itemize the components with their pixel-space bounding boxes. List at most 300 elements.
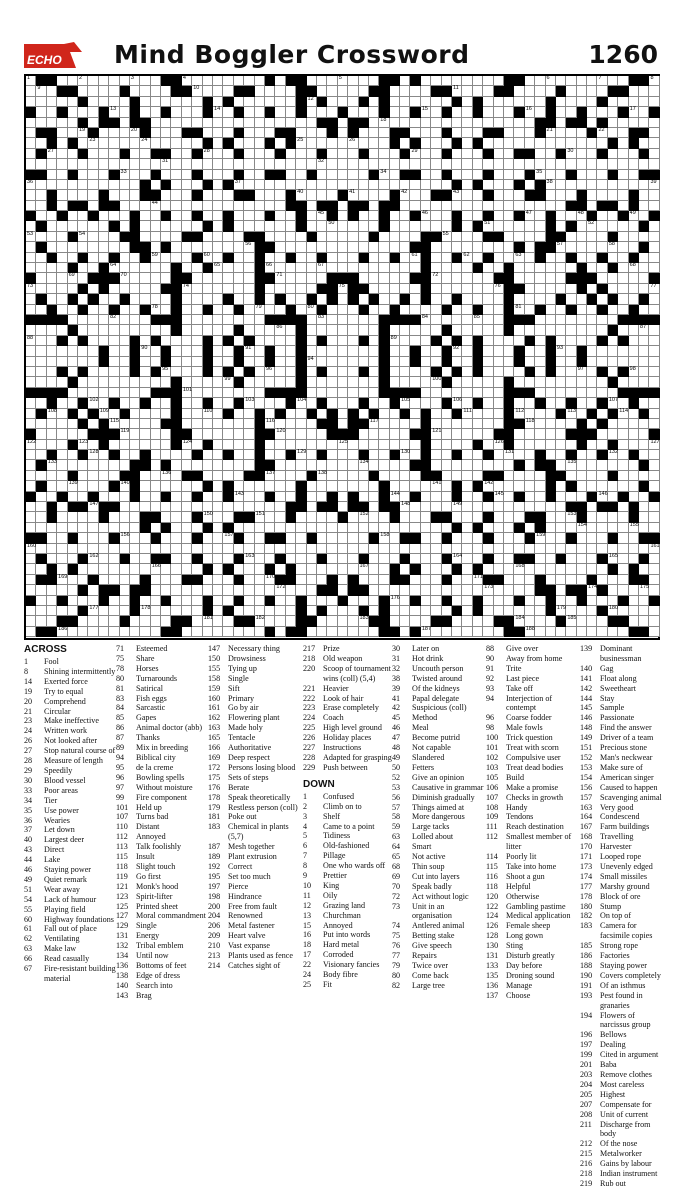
grid-cell[interactable] [421,377,431,387]
grid-cell[interactable] [171,596,181,606]
grid-cell[interactable] [421,533,431,543]
grid-cell[interactable] [483,377,493,387]
grid-cell[interactable] [244,502,254,512]
grid-cell[interactable] [546,554,556,564]
grid-cell[interactable] [78,377,88,387]
grid-cell[interactable] [57,253,67,263]
grid-cell[interactable] [213,294,223,304]
grid-cell[interactable] [213,606,223,616]
grid-cell[interactable] [36,377,46,387]
grid-cell[interactable] [109,190,119,200]
grid-cell[interactable] [78,481,88,491]
grid-cell[interactable] [317,170,327,180]
grid-cell[interactable] [566,492,576,502]
grid-cell[interactable] [348,627,358,637]
grid-cell[interactable] [203,575,213,585]
grid-cell[interactable] [546,159,556,169]
grid-cell[interactable] [618,263,628,273]
grid-cell[interactable] [421,606,431,616]
grid-cell[interactable] [182,253,192,263]
grid-cell[interactable] [535,201,545,211]
grid-cell[interactable] [338,544,348,554]
grid-cell[interactable] [525,76,535,86]
grid-cell[interactable] [369,429,379,439]
grid-cell[interactable] [597,107,607,117]
grid-cell[interactable] [78,273,88,283]
grid-cell[interactable] [577,294,587,304]
grid-cell[interactable] [369,190,379,200]
grid-cell[interactable] [400,627,410,637]
grid-cell[interactable] [494,377,504,387]
grid-cell[interactable] [390,242,400,252]
grid-cell[interactable] [265,263,275,273]
grid-cell[interactable] [514,367,524,377]
grid-cell[interactable] [234,471,244,481]
grid-cell[interactable] [161,263,171,273]
grid-cell[interactable] [566,544,576,554]
grid-cell[interactable] [390,554,400,564]
grid-cell[interactable] [68,460,78,470]
grid-cell[interactable] [359,170,369,180]
grid-cell[interactable] [629,481,639,491]
grid-cell[interactable] [452,128,462,138]
grid-cell[interactable] [286,616,296,626]
grid-cell[interactable] [535,170,545,180]
grid-cell[interactable] [566,242,576,252]
grid-cell[interactable] [452,170,462,180]
grid-cell[interactable] [78,512,88,522]
grid-cell[interactable] [275,305,285,315]
grid-cell[interactable] [275,616,285,626]
grid-cell[interactable] [400,471,410,481]
grid-cell[interactable] [577,149,587,159]
grid-cell[interactable] [47,221,57,231]
grid-cell[interactable] [255,564,265,574]
grid-cell[interactable] [36,97,46,107]
grid-cell[interactable] [379,170,389,180]
grid-cell[interactable] [618,471,628,481]
grid-cell[interactable] [525,107,535,117]
grid-cell[interactable] [57,585,67,595]
grid-cell[interactable] [88,97,98,107]
grid-cell[interactable] [182,564,192,574]
grid-cell[interactable] [483,86,493,96]
grid-cell[interactable] [192,325,202,335]
grid-cell[interactable] [307,398,317,408]
grid-cell[interactable] [120,512,130,522]
grid-cell[interactable] [255,221,265,231]
grid-cell[interactable] [587,315,597,325]
grid-cell[interactable] [120,76,130,86]
grid-cell[interactable] [265,544,275,554]
grid-cell[interactable] [275,367,285,377]
grid-cell[interactable] [255,159,265,169]
grid-cell[interactable] [286,554,296,564]
grid-cell[interactable] [400,346,410,356]
grid-cell[interactable] [327,533,337,543]
grid-cell[interactable] [618,190,628,200]
grid-cell[interactable] [546,398,556,408]
grid-cell[interactable] [608,242,618,252]
grid-cell[interactable] [78,544,88,554]
grid-cell[interactable] [379,429,389,439]
grid-cell[interactable] [213,377,223,387]
grid-cell[interactable] [546,512,556,522]
grid-cell[interactable] [649,585,659,595]
grid-cell[interactable] [265,367,275,377]
grid-cell[interactable] [462,627,472,637]
grid-cell[interactable] [296,533,306,543]
grid-cell[interactable] [140,273,150,283]
grid-cell[interactable] [307,585,317,595]
grid-cell[interactable] [525,305,535,315]
grid-cell[interactable] [317,159,327,169]
grid-cell[interactable] [546,86,556,96]
grid-cell[interactable] [390,180,400,190]
grid-cell[interactable] [452,616,462,626]
grid-cell[interactable] [421,357,431,367]
grid-cell[interactable] [36,357,46,367]
grid-cell[interactable] [286,107,296,117]
grid-cell[interactable] [161,221,171,231]
grid-cell[interactable] [629,554,639,564]
grid-cell[interactable] [88,86,98,96]
grid-cell[interactable] [359,616,369,626]
grid-cell[interactable] [68,273,78,283]
grid-cell[interactable] [494,242,504,252]
grid-cell[interactable] [78,86,88,96]
grid-cell[interactable] [213,502,223,512]
grid-cell[interactable] [171,170,181,180]
grid-cell[interactable] [161,440,171,450]
grid-cell[interactable] [546,533,556,543]
grid-cell[interactable] [556,159,566,169]
grid-cell[interactable] [462,585,472,595]
grid-cell[interactable] [223,471,233,481]
grid-cell[interactable] [68,190,78,200]
grid-cell[interactable] [442,315,452,325]
grid-cell[interactable] [400,242,410,252]
grid-cell[interactable] [120,190,130,200]
grid-cell[interactable] [369,107,379,117]
grid-cell[interactable] [608,492,618,502]
grid-cell[interactable] [213,138,223,148]
grid-cell[interactable] [629,273,639,283]
grid-cell[interactable] [649,336,659,346]
grid-cell[interactable] [452,159,462,169]
grid-cell[interactable] [587,232,597,242]
grid-cell[interactable] [161,367,171,377]
grid-cell[interactable] [369,97,379,107]
grid-cell[interactable] [473,190,483,200]
grid-cell[interactable] [535,273,545,283]
grid-cell[interactable] [78,471,88,481]
grid-cell[interactable] [296,190,306,200]
grid-cell[interactable] [359,409,369,419]
grid-cell[interactable] [307,575,317,585]
grid-cell[interactable] [462,159,472,169]
grid-cell[interactable] [629,170,639,180]
grid-cell[interactable] [359,357,369,367]
grid-cell[interactable] [286,585,296,595]
grid-cell[interactable] [597,315,607,325]
grid-cell[interactable] [566,284,576,294]
grid-cell[interactable] [161,128,171,138]
grid-cell[interactable] [514,159,524,169]
grid-cell[interactable] [26,180,36,190]
grid-cell[interactable] [639,419,649,429]
grid-cell[interactable] [265,440,275,450]
grid-cell[interactable] [88,377,98,387]
grid-cell[interactable] [88,118,98,128]
grid-cell[interactable] [546,76,556,86]
grid-cell[interactable] [379,440,389,450]
grid-cell[interactable] [57,118,67,128]
grid-cell[interactable] [442,523,452,533]
grid-cell[interactable] [546,440,556,450]
grid-cell[interactable] [47,585,57,595]
grid-cell[interactable] [234,221,244,231]
grid-cell[interactable] [587,512,597,522]
grid-cell[interactable] [462,86,472,96]
grid-cell[interactable] [182,585,192,595]
grid-cell[interactable] [99,149,109,159]
grid-cell[interactable] [140,232,150,242]
grid-cell[interactable] [618,305,628,315]
grid-cell[interactable] [649,305,659,315]
grid-cell[interactable] [431,481,441,491]
grid-cell[interactable] [348,315,358,325]
grid-cell[interactable] [47,460,57,470]
grid-cell[interactable] [462,575,472,585]
grid-cell[interactable] [296,450,306,460]
grid-cell[interactable] [151,492,161,502]
grid-cell[interactable] [546,627,556,637]
grid-cell[interactable] [390,159,400,169]
grid-cell[interactable] [265,377,275,387]
grid-cell[interactable] [525,377,535,387]
grid-cell[interactable] [130,325,140,335]
grid-cell[interactable] [556,377,566,387]
grid-cell[interactable] [327,242,337,252]
grid-cell[interactable] [525,502,535,512]
grid-cell[interactable] [109,512,119,522]
grid-cell[interactable] [192,263,202,273]
grid-cell[interactable] [504,159,514,169]
grid-cell[interactable] [130,502,140,512]
grid-cell[interactable] [317,232,327,242]
grid-cell[interactable] [36,284,46,294]
grid-cell[interactable] [473,170,483,180]
grid-cell[interactable] [36,450,46,460]
grid-cell[interactable] [171,97,181,107]
grid-cell[interactable] [68,512,78,522]
grid-cell[interactable] [286,325,296,335]
grid-cell[interactable] [286,440,296,450]
grid-cell[interactable] [452,419,462,429]
grid-cell[interactable] [421,149,431,159]
grid-cell[interactable] [26,118,36,128]
grid-cell[interactable] [26,357,36,367]
grid-cell[interactable] [213,533,223,543]
grid-cell[interactable] [161,170,171,180]
grid-cell[interactable] [171,180,181,190]
grid-cell[interactable] [223,419,233,429]
grid-cell[interactable] [639,616,649,626]
grid-cell[interactable] [130,575,140,585]
grid-cell[interactable] [338,138,348,148]
grid-cell[interactable] [151,118,161,128]
grid-cell[interactable] [213,107,223,117]
grid-cell[interactable] [275,242,285,252]
grid-cell[interactable] [494,159,504,169]
grid-cell[interactable] [639,450,649,460]
grid-cell[interactable] [88,502,98,512]
grid-cell[interactable] [327,377,337,387]
grid-cell[interactable] [400,377,410,387]
grid-cell[interactable] [348,305,358,315]
grid-cell[interactable] [566,564,576,574]
grid-cell[interactable] [338,440,348,450]
grid-cell[interactable] [535,325,545,335]
grid-cell[interactable] [109,263,119,273]
grid-cell[interactable] [286,492,296,502]
grid-cell[interactable] [255,76,265,86]
grid-cell[interactable] [338,616,348,626]
grid-cell[interactable] [317,273,327,283]
grid-cell[interactable] [68,388,78,398]
grid-cell[interactable] [47,377,57,387]
grid-cell[interactable] [608,460,618,470]
grid-cell[interactable] [244,263,254,273]
grid-cell[interactable] [431,253,441,263]
grid-cell[interactable] [410,294,420,304]
grid-cell[interactable] [26,585,36,595]
grid-cell[interactable] [462,294,472,304]
grid-cell[interactable] [161,97,171,107]
grid-cell[interactable] [556,201,566,211]
grid-cell[interactable] [203,273,213,283]
grid-cell[interactable] [140,616,150,626]
grid-cell[interactable] [78,180,88,190]
grid-cell[interactable] [244,429,254,439]
grid-cell[interactable] [213,201,223,211]
grid-cell[interactable] [99,221,109,231]
grid-cell[interactable] [390,211,400,221]
grid-cell[interactable] [535,315,545,325]
grid-cell[interactable] [462,170,472,180]
grid-cell[interactable] [275,523,285,533]
grid-cell[interactable] [494,596,504,606]
grid-cell[interactable] [577,627,587,637]
grid-cell[interactable] [296,305,306,315]
grid-cell[interactable] [213,180,223,190]
grid-cell[interactable] [483,388,493,398]
grid-cell[interactable] [483,76,493,86]
grid-cell[interactable] [109,627,119,637]
grid-cell[interactable] [608,429,618,439]
grid-cell[interactable] [120,388,130,398]
grid-cell[interactable] [359,242,369,252]
grid-cell[interactable] [410,377,420,387]
grid-cell[interactable] [36,419,46,429]
grid-cell[interactable] [244,294,254,304]
grid-cell[interactable] [546,149,556,159]
grid-cell[interactable] [514,97,524,107]
grid-cell[interactable] [275,429,285,439]
grid-cell[interactable] [390,409,400,419]
grid-cell[interactable] [514,585,524,595]
grid-cell[interactable] [359,627,369,637]
grid-cell[interactable] [359,575,369,585]
grid-cell[interactable] [99,523,109,533]
grid-cell[interactable] [161,398,171,408]
grid-cell[interactable] [400,325,410,335]
grid-cell[interactable] [130,616,140,626]
grid-cell[interactable] [47,97,57,107]
grid-cell[interactable] [504,232,514,242]
grid-cell[interactable] [577,398,587,408]
grid-cell[interactable] [255,315,265,325]
grid-cell[interactable] [265,512,275,522]
grid-cell[interactable] [286,118,296,128]
grid-cell[interactable] [442,564,452,574]
grid-cell[interactable] [587,606,597,616]
grid-cell[interactable] [213,263,223,273]
grid-cell[interactable] [546,284,556,294]
grid-cell[interactable] [234,419,244,429]
grid-cell[interactable] [577,325,587,335]
grid-cell[interactable] [120,367,130,377]
grid-cell[interactable] [514,325,524,335]
grid-cell[interactable] [327,388,337,398]
grid-cell[interactable] [525,294,535,304]
grid-cell[interactable] [26,76,36,86]
grid-cell[interactable] [504,481,514,491]
grid-cell[interactable] [130,294,140,304]
grid-cell[interactable] [317,512,327,522]
grid-cell[interactable] [171,533,181,543]
grid-cell[interactable] [192,481,202,491]
grid-cell[interactable] [57,170,67,180]
grid-cell[interactable] [597,128,607,138]
grid-cell[interactable] [379,284,389,294]
grid-cell[interactable] [99,242,109,252]
grid-cell[interactable] [68,429,78,439]
grid-cell[interactable] [379,419,389,429]
grid-cell[interactable] [390,492,400,502]
grid-cell[interactable] [192,294,202,304]
grid-cell[interactable] [57,180,67,190]
grid-cell[interactable] [192,388,202,398]
grid-cell[interactable] [410,305,420,315]
grid-cell[interactable] [400,523,410,533]
grid-cell[interactable] [203,533,213,543]
grid-cell[interactable] [223,585,233,595]
grid-cell[interactable] [182,97,192,107]
grid-cell[interactable] [348,512,358,522]
grid-cell[interactable] [649,159,659,169]
grid-cell[interactable] [182,149,192,159]
grid-cell[interactable] [379,138,389,148]
grid-cell[interactable] [192,118,202,128]
grid-cell[interactable] [587,585,597,595]
grid-cell[interactable] [629,544,639,554]
grid-cell[interactable] [99,575,109,585]
grid-cell[interactable] [317,86,327,96]
grid-cell[interactable] [535,211,545,221]
grid-cell[interactable] [130,273,140,283]
